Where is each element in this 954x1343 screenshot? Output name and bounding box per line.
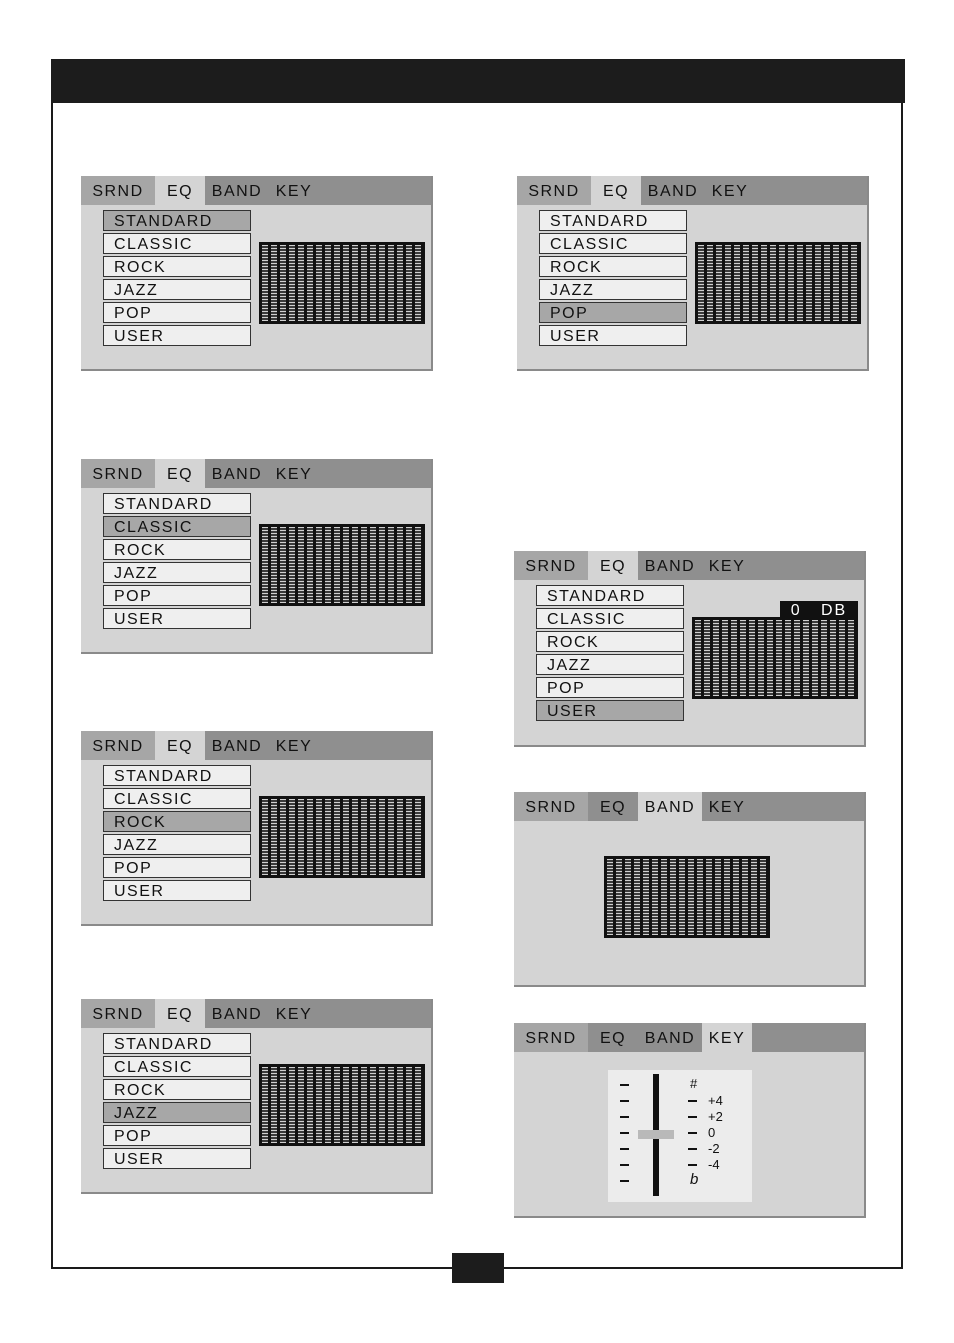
panel-pop	[517, 176, 869, 371]
tab-bar	[81, 176, 431, 205]
preset-item-rock[interactable]: ROCK	[536, 631, 684, 652]
tick-mark	[620, 1180, 629, 1182]
tick-mark	[688, 1164, 697, 1166]
preset-item-standard[interactable]: STANDARD	[103, 493, 251, 514]
tab-eq[interactable]: EQ	[155, 459, 205, 488]
preset-list	[536, 585, 684, 723]
preset-item-classic[interactable]: CLASSIC	[539, 233, 687, 254]
preset-list	[539, 210, 687, 348]
tick-mark	[620, 1116, 629, 1118]
preset-item-rock[interactable]: ROCK	[103, 539, 251, 560]
tick-mark	[620, 1132, 629, 1134]
tab-eq[interactable]: EQ	[599, 1030, 627, 1047]
preset-item-standard[interactable]: STANDARD	[539, 210, 687, 231]
preset-item-pop[interactable]: POP	[103, 302, 251, 323]
key-slider-box	[608, 1070, 752, 1202]
preset-item-rock[interactable]: ROCK	[103, 256, 251, 277]
equalizer-graph	[259, 1064, 425, 1146]
tab-srnd[interactable]: SRND	[81, 999, 155, 1028]
preset-item-classic[interactable]: CLASSIC	[536, 608, 684, 629]
preset-item-user[interactable]: USER	[103, 325, 251, 346]
tick-mark	[620, 1084, 629, 1086]
tick-mark	[688, 1116, 697, 1118]
preset-item-jazz[interactable]: JAZZ	[103, 834, 251, 855]
preset-item-user[interactable]: USER	[539, 325, 687, 346]
tab-srnd[interactable]: SRND	[81, 731, 155, 760]
tab-key[interactable]: KEY	[275, 738, 313, 755]
preset-item-classic[interactable]: CLASSIC	[103, 1056, 251, 1077]
tab-band[interactable]: BAND	[211, 466, 263, 483]
key-label-flat: b	[690, 1171, 699, 1188]
tab-srnd[interactable]: SRND	[81, 176, 155, 205]
tab-eq[interactable]: EQ	[155, 731, 205, 760]
panel-classic	[81, 459, 433, 654]
page-number-tab	[452, 1253, 504, 1283]
tab-bar	[514, 551, 864, 580]
panel-standard	[81, 176, 433, 371]
key-label-sharp: #	[690, 1076, 698, 1091]
tab-band[interactable]: BAND	[644, 1030, 696, 1047]
preset-item-pop[interactable]: POP	[103, 1125, 251, 1146]
preset-item-classic[interactable]: CLASSIC	[103, 516, 251, 537]
equalizer-graph	[692, 617, 858, 699]
tab-bar	[81, 731, 431, 760]
key-label-level: 0	[708, 1125, 716, 1140]
preset-item-pop[interactable]: POP	[536, 677, 684, 698]
panel-rock	[81, 731, 433, 926]
tab-srnd[interactable]: SRND	[81, 459, 155, 488]
preset-item-pop[interactable]: POP	[103, 857, 251, 878]
preset-item-jazz[interactable]: JAZZ	[103, 1102, 251, 1123]
tab-band[interactable]: BAND	[211, 1006, 263, 1023]
preset-item-classic[interactable]: CLASSIC	[103, 233, 251, 254]
tab-key[interactable]: KEY	[275, 183, 313, 200]
key-label-level: -4	[708, 1157, 720, 1172]
tab-key[interactable]: KEY	[708, 799, 746, 816]
preset-item-pop[interactable]: POP	[103, 585, 251, 606]
preset-list	[103, 210, 251, 348]
tab-srnd[interactable]: SRND	[514, 1023, 588, 1052]
preset-item-pop[interactable]: POP	[539, 302, 687, 323]
tab-band[interactable]: BAND	[638, 792, 702, 821]
preset-item-user[interactable]: USER	[536, 700, 684, 721]
tab-band[interactable]: BAND	[647, 183, 699, 200]
tab-srnd[interactable]: SRND	[514, 551, 588, 580]
key-label-level: -2	[708, 1141, 720, 1156]
tab-eq[interactable]: EQ	[591, 176, 641, 205]
panel-user	[514, 551, 866, 747]
preset-list	[103, 765, 251, 903]
tick-mark	[620, 1148, 629, 1150]
preset-item-standard[interactable]: STANDARD	[536, 585, 684, 606]
tab-bar	[81, 999, 431, 1028]
preset-item-classic[interactable]: CLASSIC	[103, 788, 251, 809]
preset-item-user[interactable]: USER	[103, 608, 251, 629]
preset-item-rock[interactable]: ROCK	[103, 811, 251, 832]
tab-eq[interactable]: EQ	[155, 999, 205, 1028]
tab-bar	[514, 1023, 864, 1052]
equalizer-graph	[695, 242, 861, 324]
tab-srnd[interactable]: SRND	[514, 792, 588, 821]
preset-item-jazz[interactable]: JAZZ	[539, 279, 687, 300]
key-slider-knob[interactable]	[638, 1130, 674, 1139]
tab-key[interactable]: KEY	[711, 183, 749, 200]
equalizer-graph	[604, 856, 770, 938]
tab-eq[interactable]: EQ	[155, 176, 205, 205]
preset-item-standard[interactable]: STANDARD	[103, 765, 251, 786]
tab-band[interactable]: BAND	[211, 738, 263, 755]
equalizer-graph	[259, 242, 425, 324]
tick-mark	[620, 1164, 629, 1166]
equalizer-graph	[259, 796, 425, 878]
tab-eq[interactable]: EQ	[599, 799, 627, 816]
key-label-level: +2	[708, 1109, 723, 1124]
tab-band[interactable]: BAND	[644, 558, 696, 575]
tab-bar	[514, 792, 864, 821]
preset-list	[103, 1033, 251, 1171]
tick-mark	[620, 1100, 629, 1102]
tick-mark	[688, 1132, 697, 1134]
tab-srnd[interactable]: SRND	[517, 176, 591, 205]
preset-item-jazz[interactable]: JAZZ	[103, 562, 251, 583]
tab-key[interactable]: KEY	[275, 1006, 313, 1023]
key-label-level: +4	[708, 1093, 723, 1108]
tab-key[interactable]: KEY	[702, 1023, 752, 1052]
preset-item-jazz[interactable]: JAZZ	[103, 279, 251, 300]
preset-list	[103, 493, 251, 631]
tab-eq[interactable]: EQ	[588, 551, 638, 580]
preset-item-user[interactable]: USER	[103, 1148, 251, 1169]
panel-band	[514, 792, 866, 987]
tick-mark	[688, 1148, 697, 1150]
tab-bar	[517, 176, 867, 205]
tab-key[interactable]: KEY	[275, 466, 313, 483]
tab-band[interactable]: BAND	[211, 183, 263, 200]
preset-item-user[interactable]: USER	[103, 880, 251, 901]
db-readout: 0 DB	[780, 601, 858, 619]
preset-item-rock[interactable]: ROCK	[103, 1079, 251, 1100]
preset-item-rock[interactable]: ROCK	[539, 256, 687, 277]
header-bar	[51, 59, 905, 103]
preset-item-standard[interactable]: STANDARD	[103, 1033, 251, 1054]
equalizer-graph	[259, 524, 425, 606]
preset-item-jazz[interactable]: JAZZ	[536, 654, 684, 675]
preset-item-standard[interactable]: STANDARD	[103, 210, 251, 231]
tab-key[interactable]: KEY	[708, 558, 746, 575]
panel-jazz	[81, 999, 433, 1194]
panel-key	[514, 1023, 866, 1218]
tick-mark	[688, 1100, 697, 1102]
tab-bar	[81, 459, 431, 488]
